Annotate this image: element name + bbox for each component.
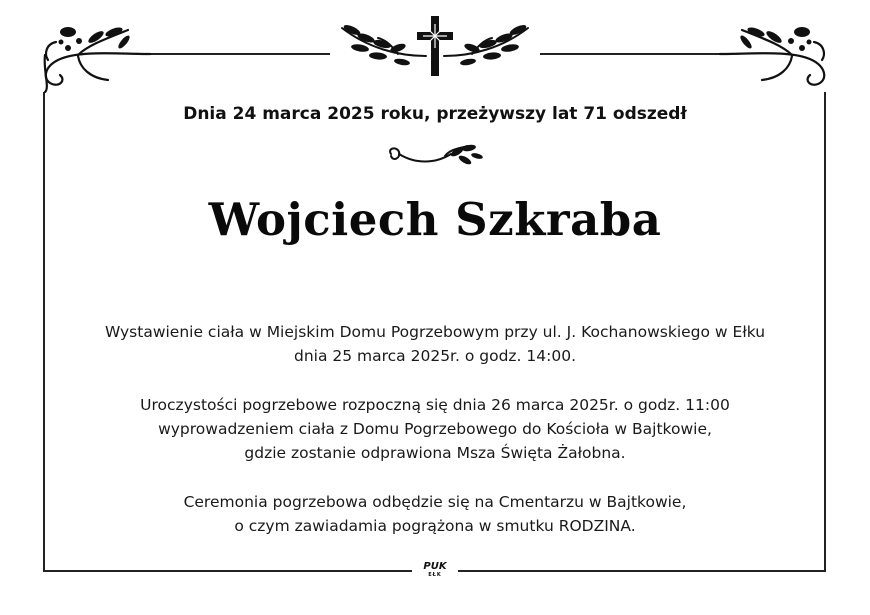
paragraph-line: o czym zawiadamia pogrążona w smutku RODZINA. [234, 517, 636, 535]
paragraph-line: Ceremonia pogrzebowa odbędzie się na Cmentarzu w Bajtkowie, [183, 493, 687, 511]
deceased-name: Wojciech Szkraba [208, 193, 662, 246]
paragraph-burial [0, 490, 870, 538]
paragraph-line: Uroczystości pogrzebowe rozpoczną się dnia 26 marca 2025r. o godz. 11:00 [140, 396, 730, 414]
logo-main-text: PUK [423, 561, 447, 572]
corner-flourish-right-icon [717, 20, 832, 95]
paragraph-line: Wystawienie ciała w Miejskim Domu Pogrzebowym przy ul. J. Kochanowskiego w Ełku [104, 323, 766, 341]
paragraph-line: gdzie zostanie odprawiona Msza Święta Żałobna. [244, 444, 626, 462]
paragraph-viewing [0, 320, 870, 368]
paragraph-line: dnia 25 marca 2025r. o godz. 14:00. [293, 347, 577, 365]
top-rule-right [540, 53, 720, 55]
logo-sub-text: EŁK [428, 572, 442, 578]
paragraph-ceremony [0, 393, 870, 465]
date-line: Dnia 24 marca 2025 roku, przeżywszy lat 71 odszedł [183, 104, 687, 124]
paragraph-line: wyprowadzeniem ciała z Domu Pogrzebowego do Kościoła w Bajtkowie, [158, 420, 712, 438]
laurel-branch-right-icon [442, 18, 532, 68]
puk-logo [414, 562, 456, 578]
frame-bottom-border-right [458, 570, 826, 572]
corner-flourish-left-icon [38, 20, 153, 95]
divider-flourish-icon [385, 142, 485, 170]
frame-bottom-border-left [43, 570, 412, 572]
top-rule-left [150, 53, 330, 55]
